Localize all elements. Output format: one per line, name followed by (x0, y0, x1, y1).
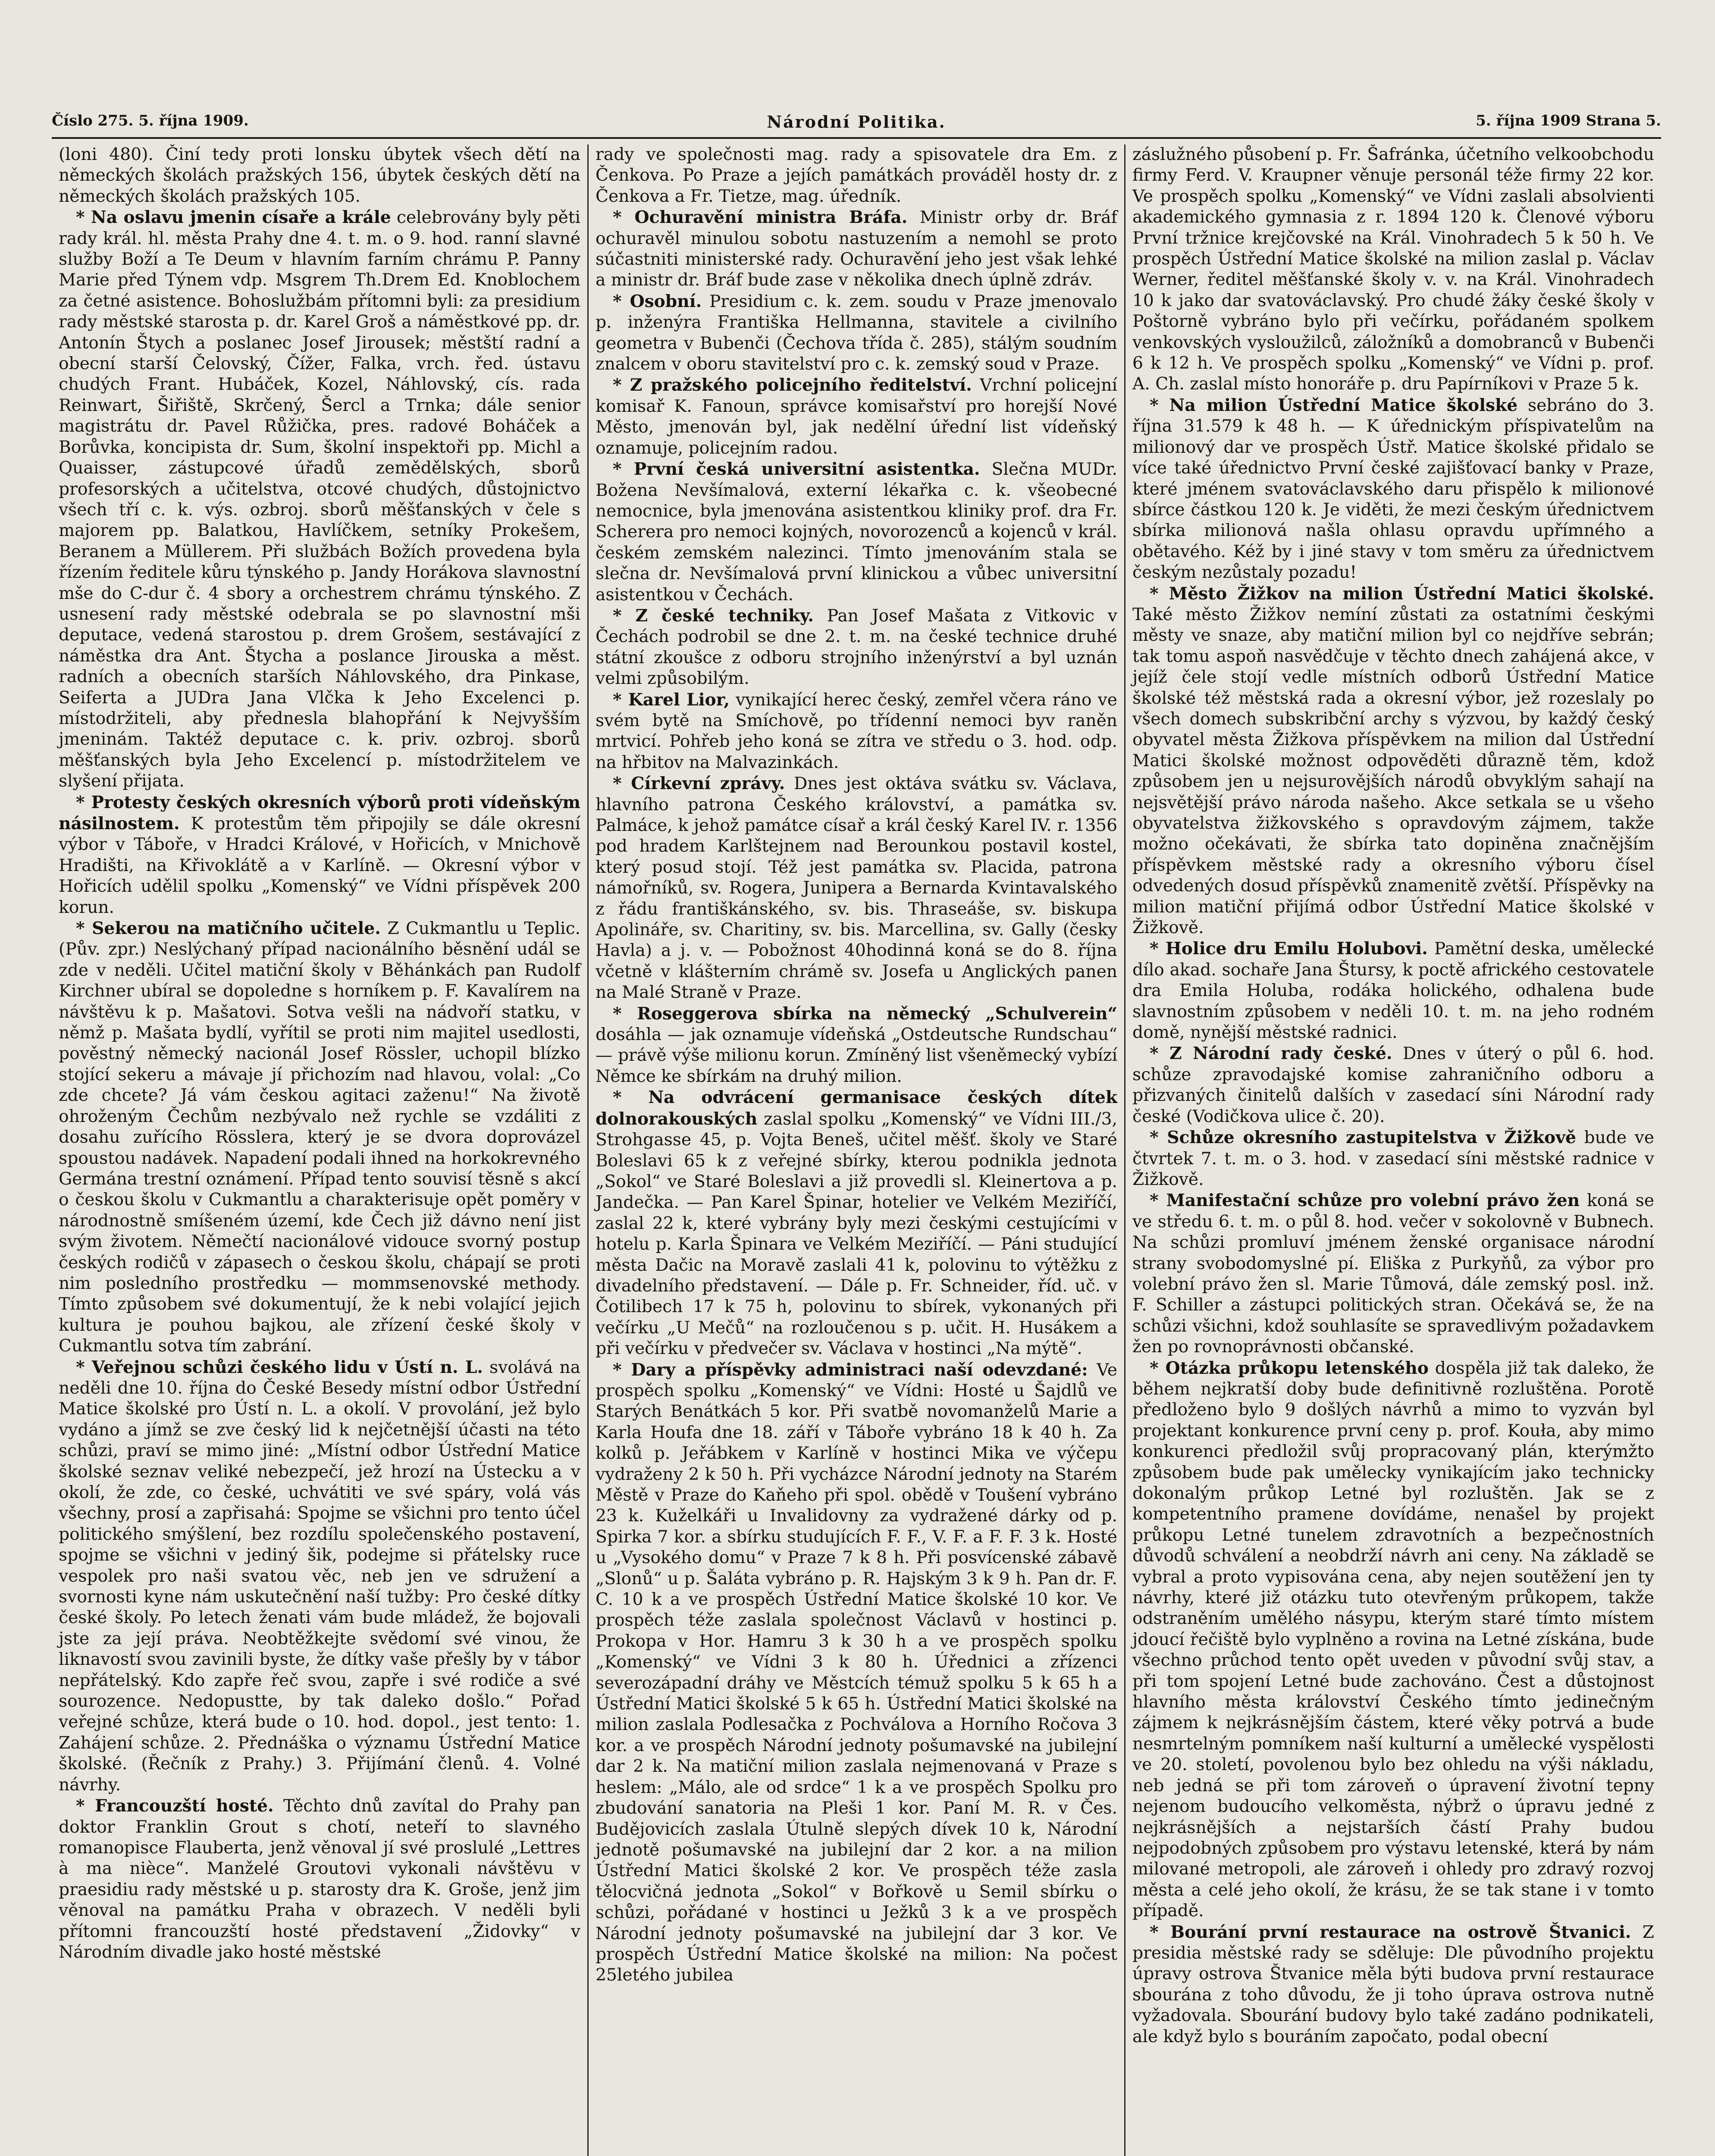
article-body: Vrchní policejní komisař K. Fanoun, správce komisařství pro horejší Nové Město, jmenován byl, jak nedělní úřední list vídeňský oznamuje, policejním radou. (596, 376, 1117, 458)
article-heading: * Z Národní rady české. (1150, 1044, 1392, 1064)
article-heading: * Na odvrácení germanisace českých dítek dolnorakouských (596, 1087, 1117, 1129)
article-body: Těchto dnů zavítal do Prahy pan doktor Franklin Grout s chotí, neteří to slavného romanopisce Flauberta, jenž věnoval jí své proslulé „Lettres à ma nièce“. Manželé Groutovi vykonali návštěvu v praesidiu rady městské u p. starosty dra K. Groše, jenž jim věnoval na památku Praha v obrazech. V neděli byli přítomni francouzští hosté představení „Židovky“ v Národním divadle jako hosté městské (59, 1796, 580, 1962)
article-body: K protestům těm připojily se dále okresní výbor v Táboře, v Hradci Králové, v Hořicích, v Mnichově Hradišti, na Křivoklátě a v Karlíně. — Okresní výbor v Hořicích udělil spolku „Komenský“ ve Vídni příspěvek 200 korun. (59, 814, 580, 917)
article-body: Slečna MUDr. Božena Nevšímalová, externí lékařka c. k. všeobecné nemocnice, byla jmenována asistentkou kliniky prof. dra Fr. Scherera pro nemoci kojných, novorozenců a kojenců v král. českém zemském nalezinci. Tímto jmenováním stala se slečna dr. Nevšímalová první klinickou a vůbec universitní asistentkou v Čechách. (596, 460, 1117, 605)
article-paragraph (596, 375, 1117, 459)
article-heading: * Církevní zprávy. (613, 774, 785, 794)
article-body: Pan Josef Mašata z Vitkovic v Čechách podrobil se dne 2. t. m. na české technice druhé státní zkoušce z odboru strojního inženýrství a byl uznán velmi způsobilým. (596, 606, 1117, 689)
article-heading: * Roseggerova sbírka na německý „Schulverein“ (613, 1003, 1117, 1024)
page-header (52, 108, 1661, 135)
article-paragraph (1132, 144, 1654, 395)
article-body: Presidium c. k. zem. soudu v Praze jmenovalo p. inženýra Františka Hellmanna, stavitele a civilního geometra v Bubenči (Čechova třída č. 285), stálým soudním znalcem v oboru stavitelství pro c. k. zemský soud v Praze. (596, 291, 1117, 374)
article-heading: * Na milion Ústřední Matice školské (1150, 395, 1518, 415)
article-heading: * Veřejnou schůzi českého lidu v Ústí n. L. (76, 1357, 483, 1377)
date-page-number: 5. října 1909 Strana 5. (1476, 112, 1661, 129)
article-body: dospěla již tak daleko, že během nejkratší doby bude definitivně rozluštěna. Porotě předloženo bylo 9 došlých návrhů a mimo to vyzván byl projektant konkurence první ceny p. prof. Kouła, aby mimo konkurenci předložil svůj propracovaný plán, kterýmžto způsobem bude pak umělecky vynikajícím jako technicky dokonalým průkop Letné byl rozluštěn. Jak se z kompetentního pramene dovídáme, nenašel by projekt průkopu Letné tunelem zdravotních a bezpečnostních důvodů schválení a neobdrží návrh ani ceny. Na základě se vybral a proto vypisována cena, aby nejen soutěžení jen ty návrhy, které již otázku tuto otevřeným průkopem, takže odstraněním umělého násypu, kterým staré tímto místem jdoucí řečiště bylo vyplněno a rovina na Letné získána, bude všechno průchod tento opět uveden v původní svůj stav, a při tom spojení Letné bude zachováno. Čest a důstojnost hlavního města království Českého tímto jedinečným zájmem k nejkrásnějším částem, které věky potrvá a bude nesmrtelným pomníkem naší kulturní a umělecké vyspělosti ve 20. století, povolenou bylo bez ohledu na výši nákladu, neb jedná se při tom zároveň o úpravení životní tepny nejenom budoucího velkoměsta, nýbrž o úpravu jedné z nejkrásnějších a nejstarších částí Prahy budou nejpodobných způsobem pro výstavu letenské, která by nám milované metropoli, ale zároveň i ohledy pro zdravý rozvoj města a celé jeho okolí, že krásu, že se tak stane i v tomto případě. (1132, 1358, 1654, 1921)
article-heading: * První česká universitní asistentka. (613, 459, 980, 479)
masthead-title: Národní Politika. (767, 112, 946, 132)
article-heading: * Manifestační schůze pro volební právo žen (1150, 1191, 1580, 1211)
article-body: dosáhla — jak oznamuje vídeňská „Ostdeutsche Rundschau“ — právě výše milionu korun. Zmíněný list všeněmecký vybízí Němce ke sbírkám na druhý milion. (596, 1025, 1117, 1086)
article-paragraph (1132, 1358, 1654, 1922)
article-body: bude ve čtvrtek 7. t. m. o 3. hod. v zasedací síni městské radnice v Žižkově. (1132, 1128, 1654, 1189)
article-heading: * Protesty českých okresních výborů proti vídeňským násilnostem. (59, 792, 580, 834)
article-paragraph (59, 918, 580, 1357)
article-body: záslužného působení p. Fr. Šafránka, účetního velkoobchodu firmy Ferd. V. Kraupner věnuje personál téže firmy 22 kor. Ve prospěch spolku „Komenský“ ve Vídni zaslali absolvienti akademického gymnasia z r. 1894 120 k. Členové výboru První tržnice krejčovské na Král. Vinohradech 5 k 50 h. Ve prospěch Ústřední Matice školské na milion zaslal p. Václav Werner, ředitel měšťanské školy v. v. na Král. Vinohradech 10 k jako dar svatováclavský. Pro chudé žáky české školy v Poštorně vybráno bylo při večírku, pořádaném spolkem venkovských vysloužilců, záložníků a domobranců v Bubenči 6 k 12 h. Ve prospěch spolku „Komenský“ ve Vídni p. prof. A. Ch. zaslal místo honoráře p. dru Papírníkovi v Praze 5 k. (1132, 145, 1654, 394)
article-paragraph (596, 291, 1117, 375)
article-paragraph (1132, 583, 1654, 939)
article-body: Z presidia městské rady se sděluje: Dle původního projektu úpravy ostrova Štvanice měla býti budova první restaurace sbourána z toho důvodu, že ji toho úprava ostrova nutně vyžadovala. Sbourání budovy bylo také zadáno podnikateli, ale když bylo s bouráním započato, podal obecní (1132, 1922, 1654, 2046)
article-body: (loni 480). Činí tedy proti lonsku úbytek všech dětí na německých školách pražských 156, úbytek českých dětí na německých školách pražských 105. (59, 145, 580, 206)
header-rule (52, 137, 1661, 139)
article-heading: * Schůze okresního zastupitelstva v Žižkově (1150, 1128, 1576, 1148)
article-paragraph (59, 1796, 580, 1963)
article-paragraph (596, 1360, 1117, 1986)
article-paragraph (1132, 1922, 1654, 2047)
article-heading: * Bourání první restaurace na ostrově Štvanici. (1150, 1922, 1631, 1942)
article-body: Dnes jest oktáva svátku sv. Václava, hlavního patrona Českého království, a památka sv. Palmáce, k jehož památce císař a král český Karel IV. r. 1356 pod hradem Karlštejnem nad Berounkou postavil kostel, který posud stojí. Též jest památka sv. Placida, patrona námořníků, sv. Rogera, Junipera a Bernarda Kvintavalského z řádu františkánského, sv. bis. Thraseáše, sv. biskupa Apolináře, sv. Charitiny, sv. bis. Marcellina, sv. Gally (česky Havla) a j. v. — Pobožnost 40hodinná koná se do 8. října včetně v klášterním chrámě sv. Josefa u Anglických panen na Malé Straně v Praze. (596, 774, 1117, 1003)
article-heading: * Z pražského policejního ředitelství. (613, 375, 972, 395)
column-1 (52, 144, 587, 2156)
article-heading: * Město Žižkov na milion Ústřední Matici školské. (1150, 583, 1654, 604)
article-paragraph (1132, 1190, 1654, 1357)
article-heading: * Sekerou na matičního učitele. (76, 918, 381, 939)
article-body: Pamětní deska, umělecké dílo akad. sochaře Jana Štursy, k poctě afrického cestovatele dra Emila Holuba, rodáka holického, odhalena bude slavnostním způsobem v neděli 10. t. m. na jeho rodném domě, nynější městské radnici. (1132, 939, 1654, 1043)
article-heading: * Ochuravění ministra Bráfa. (613, 207, 908, 228)
article-paragraph (1132, 1043, 1654, 1127)
article-heading: * Na oslavu jmenin císaře a krále (76, 207, 391, 228)
article-paragraph (59, 207, 580, 792)
article-paragraph (596, 689, 1117, 774)
article-heading: * Holice dru Emilu Holubovi. (1150, 939, 1428, 959)
article-heading: * Dary a příspěvky administraci naší odevzdané: (613, 1360, 1088, 1380)
article-paragraph (596, 1003, 1117, 1087)
article-heading: * Osobní. (613, 291, 702, 311)
article-paragraph (596, 773, 1117, 1003)
article-heading: * Karel Lior, (613, 689, 730, 710)
article-paragraph (596, 144, 1117, 207)
article-body: koná se ve středu 6. t. m. o půl 8. hod. večer v sokolovně v Bubnech. Na schůzi promluví jménem ženské organisace národní strany svobodomyslné pí. Eliška z Purkyňů, za výbor pro volební právo žen sl. Marie Tůmová, dále zemský posl. inž. F. Schiller a zástupci politických stran. Očekává se, že na schůzi všichni, kdož souhlasíte se spravedlivým požadavkem žen po rovnoprávnosti občanské. (1132, 1191, 1654, 1357)
article-heading: * Francouzští hosté. (76, 1796, 274, 1816)
article-paragraph (596, 605, 1117, 689)
article-body: sebráno do 3. října 31.579 k 48 h. — K úřednickým příspivatelům na milionový dar ve prospěch Ústř. Matice školské přidalo se více také úřednictvo První české zajišťovací banky v Praze, které jménem svatováclavského daru přispělo k milionové sbírce částkou 120 k. Je viděti, že mezi českým úřednictvem sbírka milionová našla ohlasu opravdu upřímného a obětavého. Kéž by i jiné stavy v tom směru za úřednictvem českým nezůstaly pozadu! (1132, 395, 1654, 583)
article-body: celebrovány byly pěti rady král. hl. města Prahy dne 4. t. m. o 9. hod. ranní slavné služby Boží a Te Deum v hlavním farním chrámu P. Panny Marie před Týnem vdp. Msgrem Th.Drem Ed. Knoblochem za četné asistence. Bohoslužbám přítomni byli: za presidium rady městské starosta p. dr. Karel Groš a náměstkové pp. dr. Antonín Štych a poslanec Josef Jirousek; městští radní a obecní starší Čelovský, Čížer, Falka, vrch. řed. ústavu chudých Frant. Hubáček, Kozel, Náhlovský, cís. rada Reinwart, Šiřiště, Skrčený, Šercl a Trnka; dále senior magistrátu dr. Pavel Růžička, pres. radové Boháček a Borůvka, koncipista dr. Sum, školní inspektoři pp. Michl a Quaisser, zástupcové úřadů zemědělských, sborů profesorských a učitelstva, otcové chudých, důstojnictvo všech tří c. k. výs. ozbroj. sborů měšťanských v čele s majorem pp. Balatkou, Havlíčkem, setníky Prokešem, Beranem a Müllerem. Při službách Božích provedena byla řízením ředitele kůru týnského p. Jandy Horákova slavnostní mše do C-dur č. 4 sbory a orchestrem chrámu týnského. Z usnesení rady městské odebrala se po slavnostní mši deputace, vedená starostou p. drem Grošem, sestávající z náměstka dra Ant. Štycha a poslance Jirouska a měst. radních a obecních starších Náhlovského, dra Pinkase, Seiferta a JUDra Jana Vlčka k Jeho Excelenci p. místodržiteli, aby přednesla blahopřání k Nejvyšším jmeninám. Taktéž deputace c. k. priv. ozbroj. sborů měšťanských byla Jeho Excelencí p. místodržitelem ve slyšení přijata. (59, 208, 580, 791)
article-body: zaslal spolku „Komenský“ ve Vídni III./3, Strohgasse 45, p. Vojta Beneš, učitel měšť. školy ve Staré Boleslavi 65 k z veřejné sbírky, kterou podnikla jednota „Sokol“ ve Staré Boleslavi a již provedli sl. Kleinertova a p. Jandečka. — Pan Karel Špinar, hotelier ve Velkém Meziříčí, zaslal 22 k, které vybrány byly mezi českými cestujícími v hotelu p. Karla Špinara ve Velkém Meziříčí. — Páni studující města Dačic na Moravě zaslali 41 k, polovinu to výtěžku z divadelního představení. — Dále p. Fr. Schneider, říd. uč. v Čotilibech 17 k 75 h, polovinu to sbírek, vykonaných při večírku „U Mečů“ na rozloučenou s p. učit. H. Husákem a při večírku v předvečer sv. Václava v hostinci „Na mýtě“. (596, 1109, 1117, 1359)
column-2 (587, 144, 1124, 2156)
article-paragraph (59, 792, 580, 918)
issue-number-date: Číslo 275. 5. října 1909. (52, 112, 249, 129)
article-paragraph (1132, 1127, 1654, 1190)
article-paragraph (596, 1087, 1117, 1359)
article-body: Ministr orby dr. Bráf ochuravěl minulou sobotu nastuzením a nemohl se proto súčastniti ministerské rady. Ochuravění jeho jest však lehké a ministr dr. Bráf bude zase v několika dnech úplně zdráv. (596, 208, 1117, 290)
text-columns (52, 144, 1661, 2156)
article-paragraph (59, 144, 580, 207)
article-body: vynikající herec český, zemřel včera ráno ve svém bytě na Smíchově, po třídenní nemoci byv raněn mrtvicí. Pohřeb jeho koná se zítra ve středu o 3. hod. odp. na hřbitov na Malvazinkách. (596, 690, 1117, 772)
article-paragraph (1132, 938, 1654, 1043)
article-paragraph (59, 1357, 580, 1796)
article-heading: * Z české techniky. (613, 605, 814, 626)
article-paragraph (1132, 395, 1654, 583)
article-body: Ve prospěch spolku „Komenský“ ve Vídni: Hosté u Šajdlů ve Starých Benátkách 5 kor. Při svatbě novomanželů Marie a Karla Houfa dne 18. září v Táboře vybráno 18 k 40 h. Za kolků p. Jeřábkem v Karlíně v hostinci Mika ve výčepu vydraženy 2 k 50 h. Při vycházce Národní jednoty na Starém Městě v Praze do Kaňeho při spol. obědě v Toušení vybráno 23 k. Kuželkáři u Invalidovny za vydražené dárky od p. Spirka 7 kor. a sbírku studujících F. F., V. F. a F. F. 3 k. Hosté u „Vysokého domu“ v Praze 7 k 8 h. Při posvícenské zábavě „Slonů“ u p. Šaláta vybráno p. R. Hajským 3 k 9 h. Pan dr. F. C. 10 k a ve prospěch Ústřední Matice školské 10 kor. Ve prospěch téže zaslala společnost Václavů v hostinci p. Prokopa v Hor. Hamru 3 k 30 h a ve prospěch spolku „Komenský“ ve Vídni 3 k 80 h. Úřednici a zřízenci severozápadní dráhy ve Městcích témuž spolku 5 k 65 h a Ústřední Matici školské 5 k 65 h. Ústřední Matici školské na milion zaslala Podlesačka z Pochválova a Horního Ročova 3 kor. a ve prospěch Národní jednoty pošumavské na jubilejní dar 2 k. Na matiční milion zaslala nejmenovaná v Praze s heslem: „Málo, ale od srdce“ 1 k a ve prospěch Spolku pro zbudování sanatoria na Pleši 1 kor. Paní M. R. v Čes. Budějovicích zaslala Útulně slepých dívek 10 k, Národní jednotě pošumavské na jubilejní dar 2 kor. a na milion Ústřední Matici školské 2 kor. Ve prospěch téže zasla tělocvičná jednota „Sokol“ v Bořkově u Semil sbírku o schůzi, pořádané v hostinci u Ježků 3 k a ve prospěch Národní jednoty pošumavské na jubilejní dar 3 kor. Ve prospěch Ústřední Matice školské na milion: Na počest 25letého jubilea (596, 1360, 1117, 1985)
article-body: Také město Žižkov nemíní zůstati za ostatními českými městy ve snaze, aby matiční milion byl co nejdříve sebrán; tak tomu aspoň nasvědčuje v těchto dnech zahájená akce, v jejíž čele stojí vedle místních odborů Ústřední Matice školské též městská rada a okresní výbor, jež rozeslaly po všech domech subskribční archy s výzvou, by každý český obyvatel města Žižkova příspěvkem na milion dal Ústřední Matici školské možnost odpověděti důrazně těm, kdož způsobem jen u nejsurovějších národů obvyklým sahají na nejsvětější právo národa našeho. Akce setkala se u všeho obyvatelstva žižkovského s opravdovým zájmem, takže možno očekávati, že sbírka tato dopiněna značnějším příspěvkem městské rady a okresního výboru čísel odvedených dosud příspěvků znamenitě zvětší. Příspěvky na milion matiční přijímá odbor Ústřední Matice školské v Žižkově. (1132, 605, 1654, 938)
article-paragraph (596, 459, 1117, 605)
article-body: svolává na neděli dne 10. října do České Besedy místní odbor Ústřední Matice školské pro Ústí n. L. a okolí. V provolání, jež bylo vydáno a jímž se zve český lid k nejčetnější účasti na této schůzi, praví se mimo jiné: „Místní odbor Ústřední Matice školské seznav veliké nebezpečí, jež hrozí na Ústecku a v okolí, že zde, co české, uchvátiti ve své spáry, volá vás všechny, prosí a zapřisahá: Spojme se všichni pro tento účel politického smýšlení, bez rozdílu společenského postavení, spojme se všichni v jediný šik, podejme si přátelsky ruce vespolek pro naši svatou věc, neb jen ve sdružení a svornosti kyne nám uskutečnění naší tužby: Pro české dítky české školy. Po letech ženati vám bude mládež, že bojovali jste za její práva. Neobtěžkejte svědomí své vinou, že liknavostí svou zavinili byste, že dítky vaše přešly by v tábor nepřátelský. Kdo zapře řeč svou, zapře i své rodiče a své sourozence. Nedopustte, by tak daleko došlo.“ Pořad veřejné schůze, která bude o 10. hod. dopol., jest tento: 1. Zahájení schůze. 2. Přednáška o významu Ústřední Matice školské. (Řečník z Prahy.) 3. Přijímání členů. 4. Volné návrhy. (59, 1357, 580, 1795)
article-body: rady ve společnosti mag. rady a spisovatele dra Em. z Čenkova. Po Praze a jejích památkách prováděl hosty dr. z Čenkova a Fr. Tietze, mag. úředník. (596, 145, 1117, 206)
article-paragraph (596, 207, 1117, 291)
article-body: Dnes v úterý o půl 6. hod. schůze zpravodajské komise zahraničního odboru a přizvaných činitelů dalších v zasedací síni Národní rady české (Vodičkova ulice č. 20). (1132, 1044, 1654, 1126)
article-heading: * Otázka průkopu letenského (1150, 1358, 1429, 1378)
article-body: Z Cukmantlu u Teplic. (Pův. zpr.) Neslýchaný případ nacionálního běsnění udál se zde v neděli. Učitel matiční školy v Běhánkách pan Rudolf Kirchner ubíral se dopoledne s horníkem p. F. Kavalírem na návštěvu k p. Mašatovi. Sotva vešli na nádvoří statku, v němž p. Mašata bydlí, vyřítil se proti nim majitel usedlosti, pověstný německý nacionál Josef Rössler, uchopil blízko stojící sekeru a mávaje jí přichozím nad hlavou, volal: „Co zde chcete? Já vám českou agitaci zaženu!“ Na životě ohroženým Čechům nezbývalo než rychle se vzdáliti z dosahu zuřícího Rösslera, který je se dvora doprovázel spoustou nadávek. Napadení podali ihned na horkokrevného Germána trestní oznámení. Případ tento souvisí těsně s akcí o českou školu v Cukmantlu a charakterisuje opět poměry v národnostně smíšeném území, kde Čech již dávno není jist svým životem. Němečtí nacionálové vidouce svorný postup českých rodičů v zápasech o českou školu, chápají se proti nim posledního prostředku — mommsenovské methody. Tímto způsobem své dokumentují, že k nebi volající jejich kultura je pouhou bajkou, ale zřízení české školy v Cukmantlu sotva tím zabrání. (59, 919, 580, 1356)
column-3 (1124, 144, 1661, 2156)
